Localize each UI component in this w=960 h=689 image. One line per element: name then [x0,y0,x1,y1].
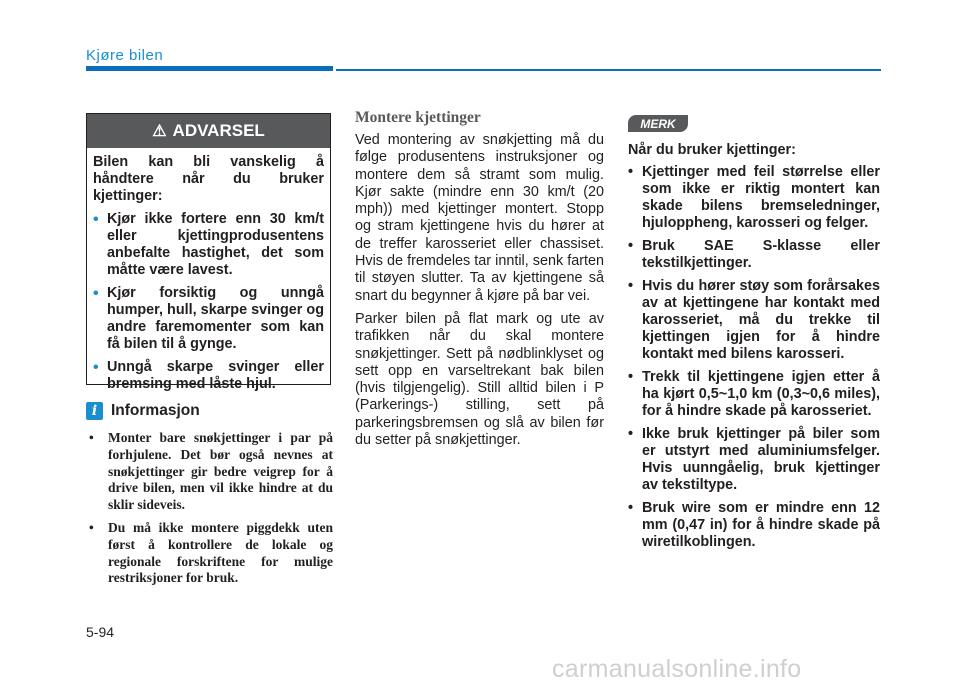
note-item [628,369,880,420]
note-item [628,278,880,363]
warning-heading: ADVARSEL [172,121,265,140]
info-list [86,430,333,593]
note-intro: Når du bruker kjettinger: [628,142,796,158]
note-item [628,164,880,232]
info-item-text: Du må ikke montere piggdekk uten først å kontrollere de lokale og regionale forskriftene for mulige restriksjoner for bruk. [108,519,333,586]
warning-item-text: Unngå skarpe svinger eller bremsing med låste hjul. [107,359,324,392]
bullet-icon: • [93,359,99,376]
info-item [86,430,333,514]
note-item-text: Bruk SAE S-klasse eller tekstilkjettinger. [642,238,880,271]
info-item [86,520,333,587]
bullet-icon: • [89,519,94,535]
note-item-text: Bruk wire som er mindre enn 12 mm (0,47 in) for å hindre skade på wiretilkoblingen. [642,500,880,550]
note-list [628,164,880,551]
warning-header [87,114,330,148]
warning-list [93,211,324,393]
warning-triangle-icon: ⚠ [152,123,167,140]
info-header [86,402,200,420]
bullet-icon: • [628,500,634,516]
mounting-paragraph: Parker bilen på flat mark og ute av trafikken når du skal montere snøkjettinger. Sett på nødblinklyset og sett opp en varseltrekant bak bilen (hvis tilgjengelig). Still alltid bilen i P (Parkerings-) stilling, sett på parkeringsbremsen og slå av bilen før du setter på snøkjettinger. [355,310,604,449]
warning-item [93,285,324,353]
warning-item-text: Kjør forsiktig og unngå humper, hull, skarpe svinger og andre faremomenter som kan få bilen til å gynge. [107,285,324,352]
watermark: carmanualsonline.info [552,655,802,683]
page-number: 5-94 [86,624,115,640]
note-section [628,142,880,557]
note-item [628,426,880,494]
note-item [628,500,880,551]
note-item-text: Ikke bruk kjettinger på biler som er utstyrt med aluminiumsfelger. Hvis uunngåelig, bruk kjettinger av tekstiltype. [642,426,880,493]
info-item-text: Monter bare snøkjettinger i par på forhjulene. Det bør også nevnes at snøkjettinger gir bedre veigrep for å drive bilen, men vil ikke hindre at du sklir sideveis. [108,430,333,513]
bullet-icon: • [93,285,99,302]
bullet-icon: • [628,426,634,442]
note-item-text: Hvis du hører støy som forårsakes av at kjettingene har kontakt med karosseriet, må du trekke til kjettingen igjen for å hindre kontakt med bilens karosseri. [642,278,880,362]
note-item-text: Kjettinger med feil størrelse eller som ikke er riktig montert kan skade bilens bremseledninger, hjuloppheng, karosseri og felger. [642,164,880,231]
header-rule-thick [86,66,333,71]
warning-item [93,211,324,279]
warning-item [93,359,324,393]
note-item-text: Trekk til kjettingene igjen etter å ha kjørt 0,5~1,0 km (0,3~0,6 miles), for å hindre skade på karosseriet. [642,369,880,419]
mounting-paragraph: Ved montering av snøkjetting må du følge produsentens instruksjoner og montere dem så stramt som mulig. Kjør sakte (mindre enn 30 km/t (20 mph)) med kjettinger montert. Stopp og stram kjettingene hvis du hører at de treffer karosseriet eller chassiset. Hvis de fremdeles tar inntil, senk farten til støyen slutter. Ta av kjettingene så snart du begynner å kjøre på bar vei. [355,132,604,304]
bullet-icon: • [628,369,634,385]
section-title: Kjøre bilen [86,47,164,64]
note-badge: MERK [628,115,688,132]
bullet-icon: • [628,278,634,294]
mounting-section [355,109,604,455]
bullet-icon: • [628,164,634,180]
warning-intro: Bilen kan bli vanskelig å håndtere når du bruker kjettinger: [93,154,324,204]
bullet-icon: • [89,430,94,445]
mounting-title: Montere kjettinger [355,109,481,126]
note-item [628,238,880,272]
info-icon: i [86,402,103,420]
header-rule-thin [336,69,881,71]
warning-box [86,113,331,392]
warning-item-text: Kjør ikke fortere enn 30 km/t eller kjettingprodusentens anbefalte hastighet, det som måtte være lavest. [107,211,324,278]
info-title: Informasjon [111,402,200,419]
bullet-icon: • [93,211,99,228]
warning-body [87,148,330,393]
bullet-icon: • [628,238,634,254]
